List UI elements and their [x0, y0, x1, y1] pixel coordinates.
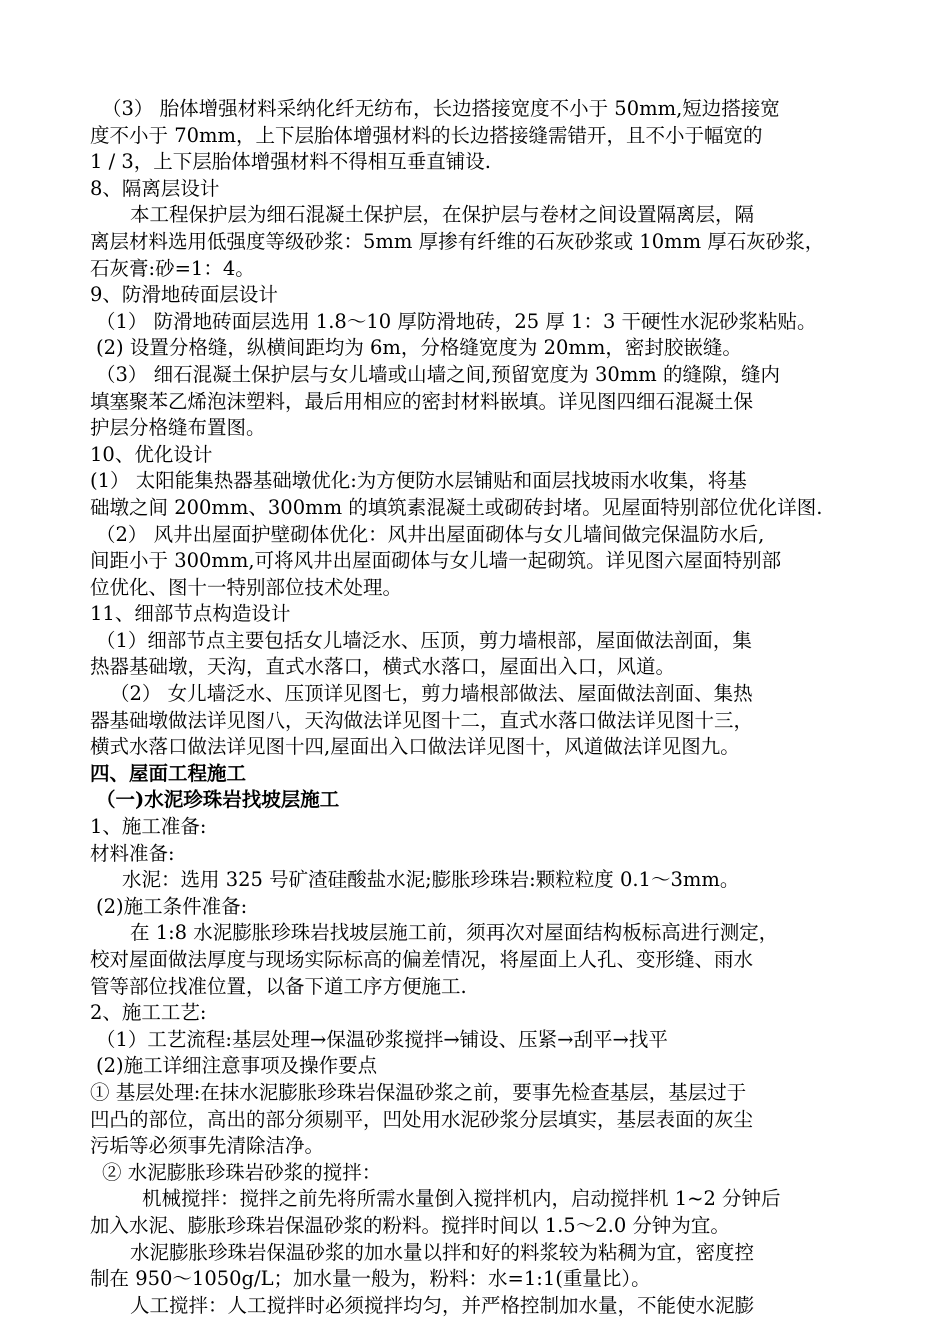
text-line: 校对屋面做法厚度与现场实际标高的偏差情况，将屋面上人孔、变形缝、雨水 [90, 948, 754, 971]
text-line: 器基础墩做法详见图八，天沟做法详见图十二，直式水落口做法详见图十三， [90, 708, 754, 732]
document-body [90, 96, 880, 1319]
text-line: 热器基础墩，天沟，直式水落口，横式水落口，屋面出入口，风道。 [90, 655, 676, 679]
text-line: 护层分格缝布置图。 [90, 416, 266, 440]
text-line: 凹凸的部位，高出的部分须剔平，凹处用水泥砂浆分层填实，基层表面的灰尘 [90, 1107, 754, 1131]
text-line: 管等部位找准位置，以备下道工序方便施工. [90, 974, 467, 998]
text-line: 横式水落口做法详见图十四,屋面出入口做法详见图十，风道做法详见图九。 [90, 735, 740, 759]
text-line: （1）细部节点主要包括女儿墙泛水、压顶，剪力墙根部，屋面做法剖面，集 [96, 628, 752, 652]
text-line: 础墩之间 200mm、300mm 的填筑素混凝土或砌砖封堵。见屋面特别部位优化详图. [90, 495, 823, 519]
text-line: 材料准备: [90, 841, 175, 865]
text-line: （1） 防滑地砖面层选用 1.8～10 厚防滑地砖，25 厚 1：3 干硬性水泥砂浆粘贴。 [96, 309, 817, 333]
text-line: (1） 太阳能集热器基础墩优化:为方便防水层铺贴和面层找坡雨水收集，将基 [90, 469, 747, 493]
text-line: (2) 设置分格缝，纵横间距均为 6m，分格缝宽度为 20mm，密封胶嵌缝。 [96, 336, 742, 360]
section-heading: 1、施工准备: [90, 815, 207, 839]
text-line: （2） 风井出屋面护壁砌体优化：风井出屋面砌体与女儿墙间做完保温防水后, [96, 522, 765, 546]
text-line: 制在 950～1050g/L；加水量一般为，粉料：水=1:1(重量比）。 [90, 1267, 651, 1291]
text-line: 本工程保护层为细石混凝土保护层，在保护层与卷材之间设置隔离层，隔 [130, 203, 755, 227]
text-line: （3） 细石混凝土保护层与女儿墙或山墙之间,预留宽度为 30mm 的缝隙，缝内 [96, 362, 780, 386]
section-heading: 2、施工工艺: [90, 1001, 207, 1025]
text-line: 位优化、图十一特别部位技术处理。 [90, 575, 403, 599]
text-line: 石灰膏:砂=1：4。 [90, 256, 255, 280]
subchapter-heading: （一)水泥珍珠岩找坡层施工 [96, 788, 340, 812]
text-line: 1 / 3，上下层胎体增强材料不得相互垂直铺设. [90, 150, 491, 174]
text-line: ② 水泥膨胀珍珠岩砂浆的搅拌： [102, 1160, 382, 1184]
chapter-heading: 四、屋面工程施工 [90, 761, 247, 785]
text-line: （2） 女儿墙泛水、压顶详见图七，剪力墙根部做法、屋面做法剖面、集热 [110, 682, 753, 706]
text-line: 离层材料选用低强度等级砂浆：5mm 厚掺有纤维的石灰砂浆或 10mm 厚石灰砂浆， [90, 229, 825, 253]
text-line: 人工搅拌：人工搅拌时必须搅拌均匀，并严格控制加水量，不能使水泥膨 [130, 1293, 755, 1317]
text-line: (2)施工详细注意事项及操作要点 [96, 1054, 378, 1078]
section-heading: 11、细部节点构造设计 [90, 602, 291, 626]
text-line: （1）工艺流程:基层处理→保温砂浆搅拌→铺设、压紧→刮平→找平 [96, 1027, 668, 1051]
text-line: 水泥：选用 325 号矿渣硅酸盐水泥;膨胀珍珠岩:颗粒粒度 0.1～3mm。 [122, 868, 740, 892]
text-line: 加入水泥、膨胀珍珠岩保温砂浆的粉料。搅拌时间以 1.5～2.0 分钟为宜。 [90, 1213, 730, 1237]
text-line: 填塞聚苯乙烯泡沫塑料，最后用相应的密封材料嵌填。详见图四细石混凝土保 [90, 389, 754, 413]
section-heading: 9、防滑地砖面层设计 [90, 283, 278, 307]
text-line: (2)施工条件准备: [96, 894, 248, 918]
text-line: ① 基层处理:在抹水泥膨胀珍珠岩保温砂浆之前，要事先检查基层，基层过于 [90, 1080, 747, 1104]
text-line: 间距小于 300mm,可将风井出屋面砌体与女儿墙一起砌筑。详见图六屋面特别部 [90, 549, 782, 573]
text-line: 度不小于 70mm，上下层胎体增强材料的长边搭接缝需错开，且不小于幅宽的 [90, 123, 763, 147]
text-line: （3） 胎体增强材料采纳化纤无纺布，长边搭接宽度不小于 50mm,短边搭接宽 [102, 97, 780, 120]
section-heading: 8、隔离层设计 [90, 176, 220, 200]
text-line: 机械搅拌：搅拌之前先将所需水量倒入搅拌机内，启动搅拌机 1~2 分钟后 [142, 1187, 781, 1211]
text-line: 在 1:8 水泥膨胀珍珠岩找坡层施工前，须再次对屋面结构板标高进行测定， [130, 921, 779, 945]
text-line: 污垢等必须事先清除洁净。 [90, 1134, 325, 1158]
text-line: 水泥膨胀珍珠岩保温砂浆的加水量以拌和好的料浆较为粘稠为宜，密度控 [130, 1240, 755, 1264]
section-heading: 10、优化设计 [90, 442, 213, 466]
